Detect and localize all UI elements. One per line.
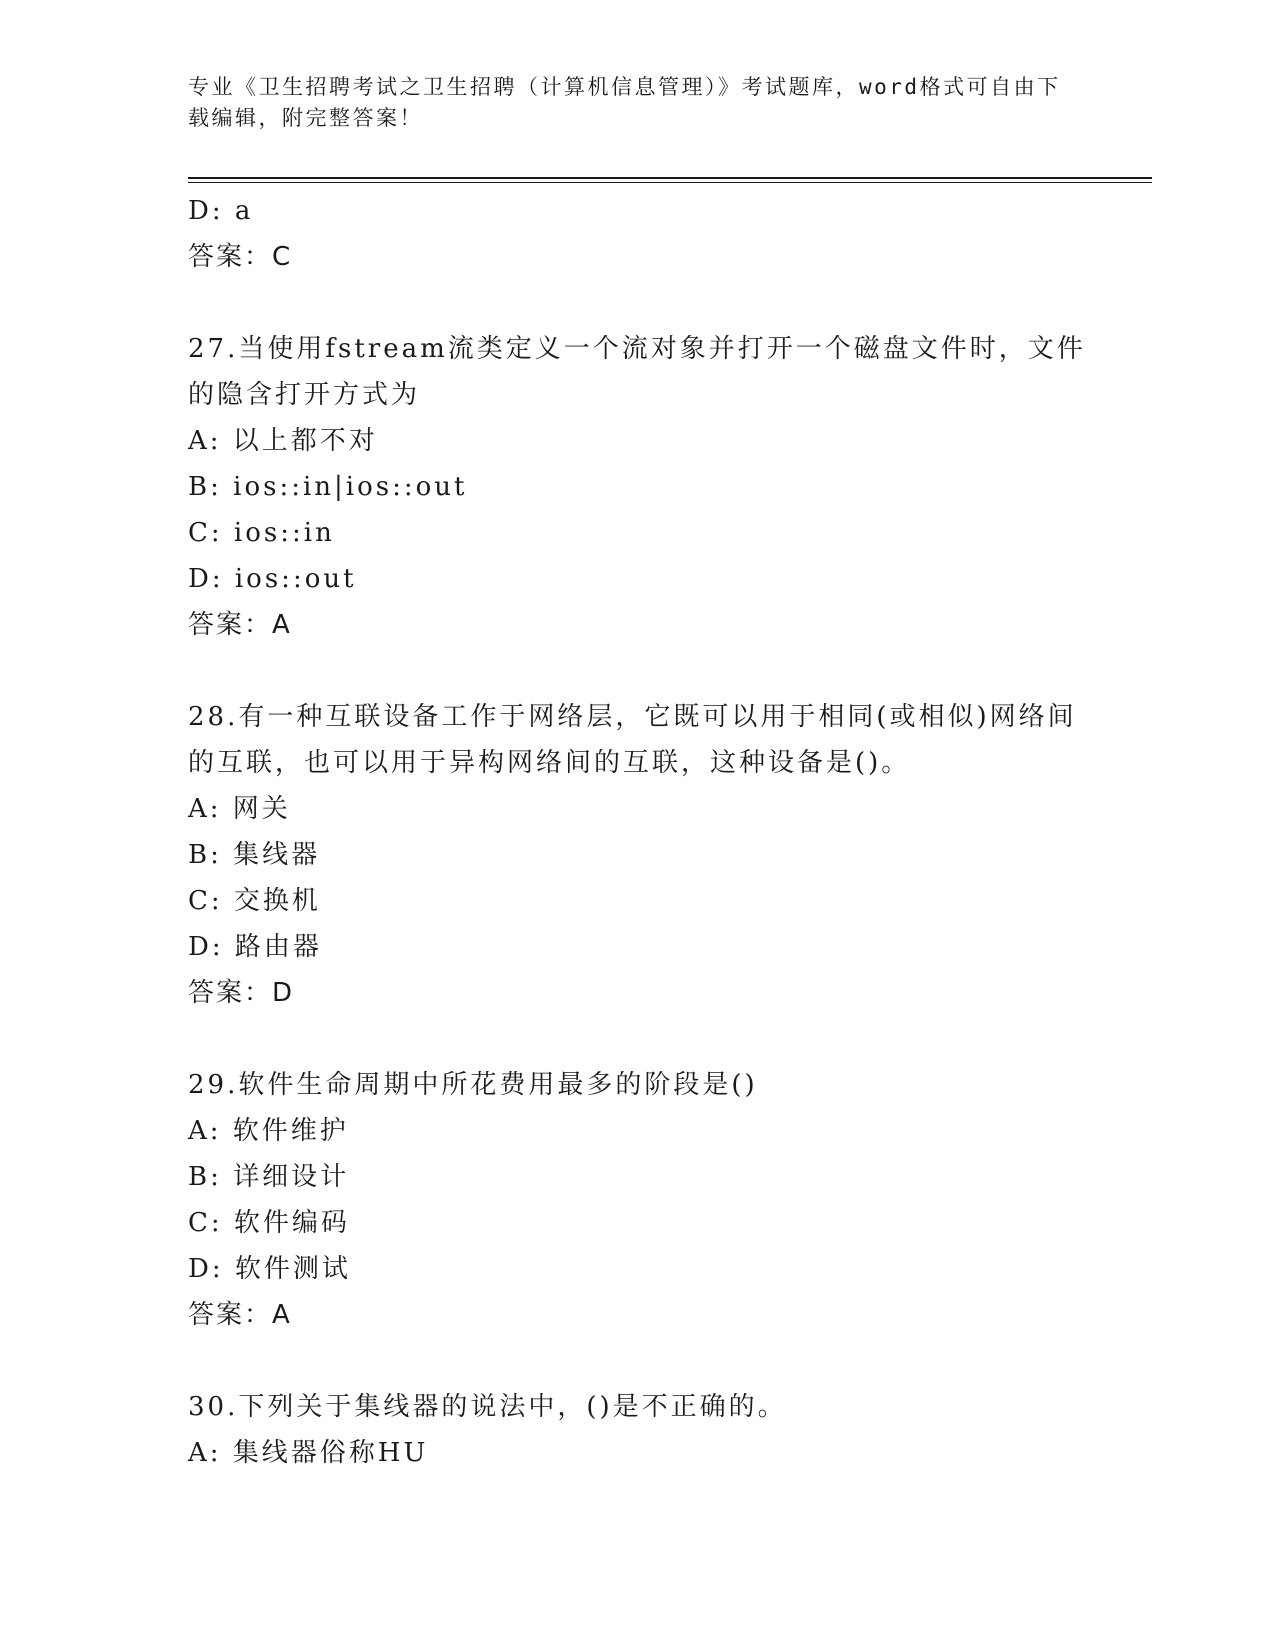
header-rule-thin bbox=[188, 182, 1152, 183]
document-body bbox=[188, 188, 1088, 1476]
spacer bbox=[188, 1338, 1088, 1384]
question-stem: 30.下列关于集线器的说法中，()是不正确的。 bbox=[188, 1392, 787, 1422]
question-option: D: 路由器 bbox=[188, 932, 322, 962]
question-block bbox=[188, 1384, 1088, 1476]
question-stem: 29.软件生命周期中所花费用最多的阶段是() bbox=[188, 1070, 758, 1100]
question-option: B: 详细设计 bbox=[188, 1162, 350, 1192]
previous-question-option-d: D: a bbox=[188, 196, 254, 226]
question-option: C: 软件编码 bbox=[188, 1208, 350, 1238]
question-option: D: ios::out bbox=[188, 564, 357, 594]
question-option: A: 集线器俗称HU bbox=[188, 1438, 429, 1468]
question-option: C: 交换机 bbox=[188, 886, 321, 916]
question-option: A: 网关 bbox=[188, 794, 291, 824]
question-stem: 28.有一种互联设备工作于网络层，它既可以用于相同(或相似)网络间的互联，也可以用于异构网络间的互联，这种设备是()。 bbox=[188, 702, 1077, 778]
question-answer: 答案：D bbox=[188, 978, 295, 1008]
question-option: A: 软件维护 bbox=[188, 1116, 349, 1146]
spacer bbox=[188, 280, 1088, 326]
question-stem: 27.当使用fstream流类定义一个流对象并打开一个磁盘文件时，文件的隐含打开方式为 bbox=[188, 334, 1086, 410]
document-header: 专业《卫生招聘考试之卫生招聘（计算机信息管理）》考试题库，word格式可自由下载编辑，附完整答案！ bbox=[188, 75, 1061, 130]
header-rule-thick bbox=[188, 177, 1152, 179]
question-answer: 答案：A bbox=[188, 610, 292, 640]
spacer bbox=[188, 648, 1088, 694]
question-block bbox=[188, 326, 1088, 648]
question-option: D: 软件测试 bbox=[188, 1254, 351, 1284]
question-option: C: ios::in bbox=[188, 518, 335, 548]
question-answer: 答案：A bbox=[188, 1300, 292, 1330]
previous-question-answer: 答案：C bbox=[188, 242, 293, 272]
question-block bbox=[188, 1062, 1088, 1338]
question-option: B: ios::in|ios::out bbox=[188, 472, 468, 502]
question-option: A: 以上都不对 bbox=[188, 426, 378, 456]
question-option: B: 集线器 bbox=[188, 840, 321, 870]
question-block bbox=[188, 694, 1088, 1016]
spacer bbox=[188, 1016, 1088, 1062]
